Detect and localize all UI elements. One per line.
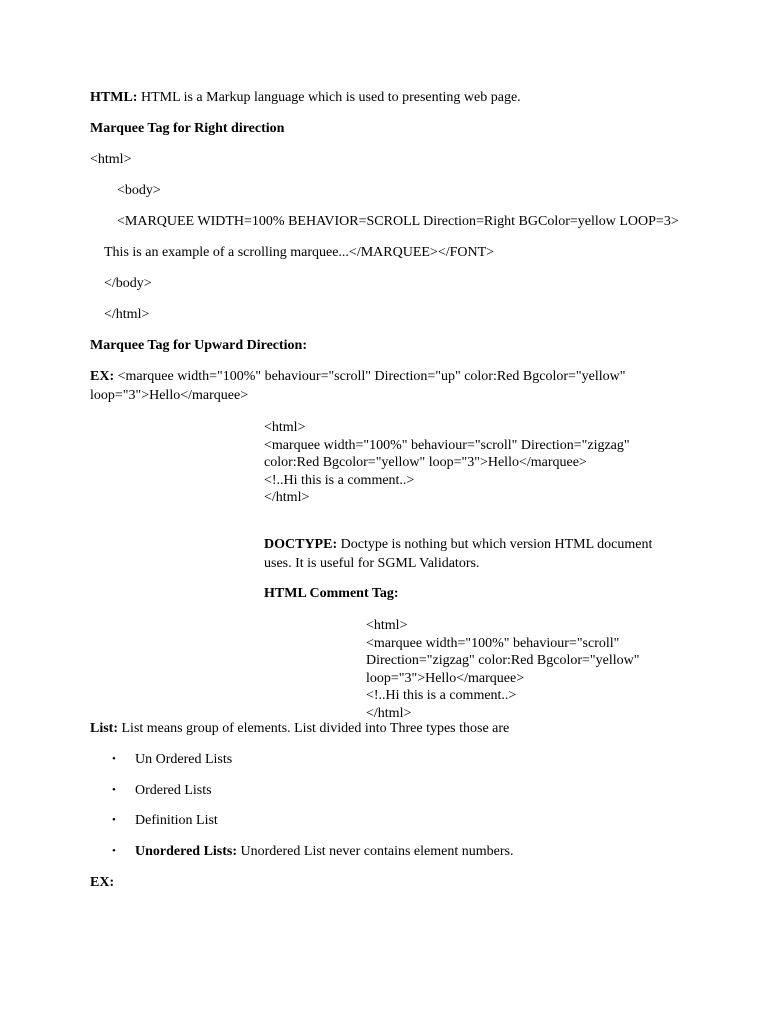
code-line: </html> [366, 705, 412, 721]
comment-tag-heading: HTML Comment Tag: [264, 586, 399, 601]
ex-label: EX: [90, 369, 115, 384]
list-definition: List: List means group of elements. List divided into Three types those are [90, 721, 510, 736]
code-line: <!..Hi this is a comment..> [264, 472, 415, 488]
code-line-html-open: <html> [90, 152, 132, 167]
code-line: </html> [264, 490, 310, 505]
final-ex-label: EX: [90, 875, 115, 890]
list-item-unordered: Unordered Lists: Unordered List never contains element numbers. [135, 844, 514, 859]
code-line: <marquee width="100%" behaviour="scroll" Direction="zigzag" [264, 437, 630, 453]
html-definition-text: HTML is a Markup language which is used to presenting web page. [137, 90, 521, 105]
marquee-up-example-line2: loop="3">Hello</marquee> [90, 388, 249, 403]
code-line: color:Red Bgcolor="yellow" loop="3">Hello</marquee> [264, 455, 587, 470]
list-item: Ordered Lists [135, 783, 212, 798]
html-definition [90, 89, 521, 106]
list-term: List: [90, 721, 118, 736]
code-line: loop="3">Hello</marquee> [366, 670, 525, 686]
bullet-icon: • [112, 814, 116, 826]
code-line-html-close: </html> [104, 307, 150, 322]
code-line: <html> [366, 618, 408, 633]
code-line: Direction="zigzag" color:Red Bgcolor="yellow" [366, 653, 640, 668]
html-term: HTML: [90, 90, 138, 105]
code-line-marquee-tag: <MARQUEE WIDTH=100% BEHAVIOR=SCROLL Direction=Right BGColor=yellow LOOP=3> [117, 214, 679, 229]
list-item: Un Ordered Lists [135, 752, 233, 767]
doctype-definition-line2: uses. It is useful for SGML Validators. [264, 556, 480, 571]
doctype-definition-line1: DOCTYPE: Doctype is nothing but which version HTML document [264, 537, 653, 552]
marquee-up-example-line1: EX: <marquee width="100%" behaviour="scroll" Direction="up" color:Red Bgcolor="yellow" [90, 369, 626, 384]
bullet-icon: • [112, 784, 116, 796]
code-line: <html> [264, 420, 306, 435]
bullet-icon: • [112, 753, 116, 765]
code-line-body-open: <body> [117, 183, 161, 198]
zigzag-code-block [264, 419, 630, 507]
bullet-icon: • [112, 845, 116, 857]
list-item: Definition List [135, 813, 218, 828]
marquee-up-heading: Marquee Tag for Upward Direction: [90, 338, 307, 353]
code-line-body-close: </body> [104, 276, 152, 291]
comment-code-block [366, 617, 639, 722]
doctype-term: DOCTYPE: [264, 537, 338, 552]
code-line-marquee-text: This is an example of a scrolling marquee...</MARQUEE></FONT> [104, 245, 495, 260]
code-line: <!..Hi this is a comment..> [366, 688, 517, 703]
code-line: <marquee width="100%" behaviour="scroll" [366, 635, 620, 651]
marquee-right-heading: Marquee Tag for Right direction [90, 121, 285, 136]
